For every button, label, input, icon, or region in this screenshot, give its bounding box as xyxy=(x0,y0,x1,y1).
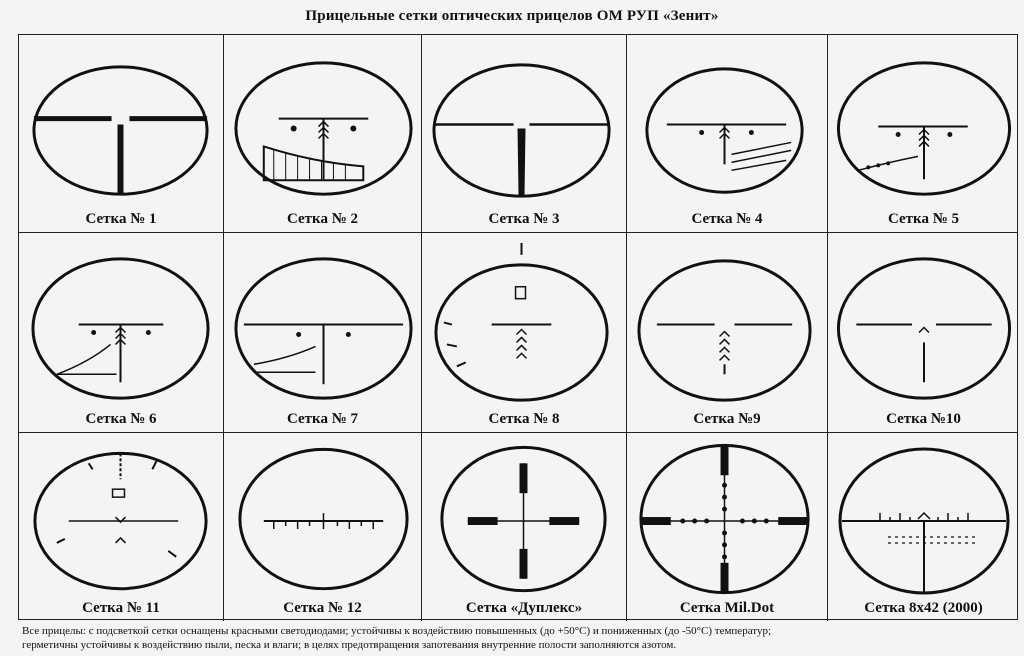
footnote xyxy=(22,624,1016,652)
reticle-cell-12 xyxy=(224,433,422,621)
reticle-caption: Сетка №9 xyxy=(693,411,761,427)
reticle-caption: Сетка №10 xyxy=(886,411,961,427)
reticle-caption: Сетка № 6 xyxy=(85,411,157,427)
reticle-cell-15 xyxy=(828,433,1019,621)
reticle-row-1 xyxy=(19,35,1017,233)
single-chevron-reticle-icon xyxy=(828,233,1019,432)
reticle-caption: Сетка «Дуплекс» xyxy=(465,600,583,616)
mildot-reticle-icon xyxy=(627,433,827,621)
reticle-caption: Сетка № 11 xyxy=(82,600,160,616)
scale-reticle-icon xyxy=(224,433,421,621)
reticle-caption: Сетка № 2 xyxy=(286,211,359,227)
reticle-caption: Сетка № 12 xyxy=(283,600,362,616)
reticle-row-3 xyxy=(19,433,1017,621)
reticle-caption: Сетка № 3 xyxy=(488,211,560,227)
reticle-caption: Сетка Mil.Dot xyxy=(679,600,775,616)
reticle-cell-4 xyxy=(627,35,828,232)
reticle-cell-3 xyxy=(422,35,627,232)
reticle-caption: Сетка № 8 xyxy=(488,411,560,427)
reticle-grid xyxy=(18,34,1018,620)
reticle-row-2 xyxy=(19,233,1017,433)
reticle-caption: Сетка № 1 xyxy=(85,211,157,227)
reticle-caption: Сетка № 7 xyxy=(286,411,359,427)
pso-reticle-icon xyxy=(19,433,223,621)
reticle-cell-5 xyxy=(828,35,1019,232)
rangefinder-reticle-icon xyxy=(224,233,421,432)
reticle-cell-11 xyxy=(19,433,224,621)
reticle-cell-14 xyxy=(627,433,828,621)
rangefinder-reticle-icon xyxy=(828,35,1019,232)
reticle-cell-2 xyxy=(224,35,422,232)
thin-post-crosshair-icon xyxy=(422,35,626,232)
reticle-caption: Сетка 8х42 (2000) xyxy=(864,600,983,616)
reticle-cell-7 xyxy=(224,233,422,432)
reticle-cell-10 xyxy=(828,233,1019,432)
rangefinder-reticle-icon xyxy=(627,35,827,232)
reticle-cell-8 xyxy=(422,233,627,432)
duplex-reticle-icon xyxy=(422,433,626,621)
reticle-cell-1 xyxy=(19,35,224,232)
reticle-cell-9 xyxy=(627,233,828,432)
reticle-cell-13 xyxy=(422,433,627,621)
reticle-caption: Сетка № 5 xyxy=(887,211,960,227)
reticle-caption: Сетка № 4 xyxy=(691,211,763,227)
pso-reticle-icon xyxy=(422,233,626,432)
chevron-reticle-icon xyxy=(627,233,827,432)
footnote-line: Все прицелы: с подсветкой сетки оснащены красными светодиодами; устойчивы к воздействию повышенных (до +50°С) и пониженных (до -50°С) температур; xyxy=(22,625,772,637)
reticle-cell-6 xyxy=(19,233,224,432)
scale-reticle-icon xyxy=(828,433,1019,621)
footnote-line: герметичны устойчивы к воздействию пыли, песка и влаги; в целях предотвращения запотевания внутренние полости заполняются азотом. xyxy=(22,639,677,651)
rangefinder-reticle-icon xyxy=(224,35,421,232)
rangefinder-reticle-icon xyxy=(19,233,223,432)
post-crosshair-icon xyxy=(19,35,223,232)
page-title: Прицельные сетки оптических прицелов ОМ РУП «Зенит» xyxy=(305,8,719,24)
